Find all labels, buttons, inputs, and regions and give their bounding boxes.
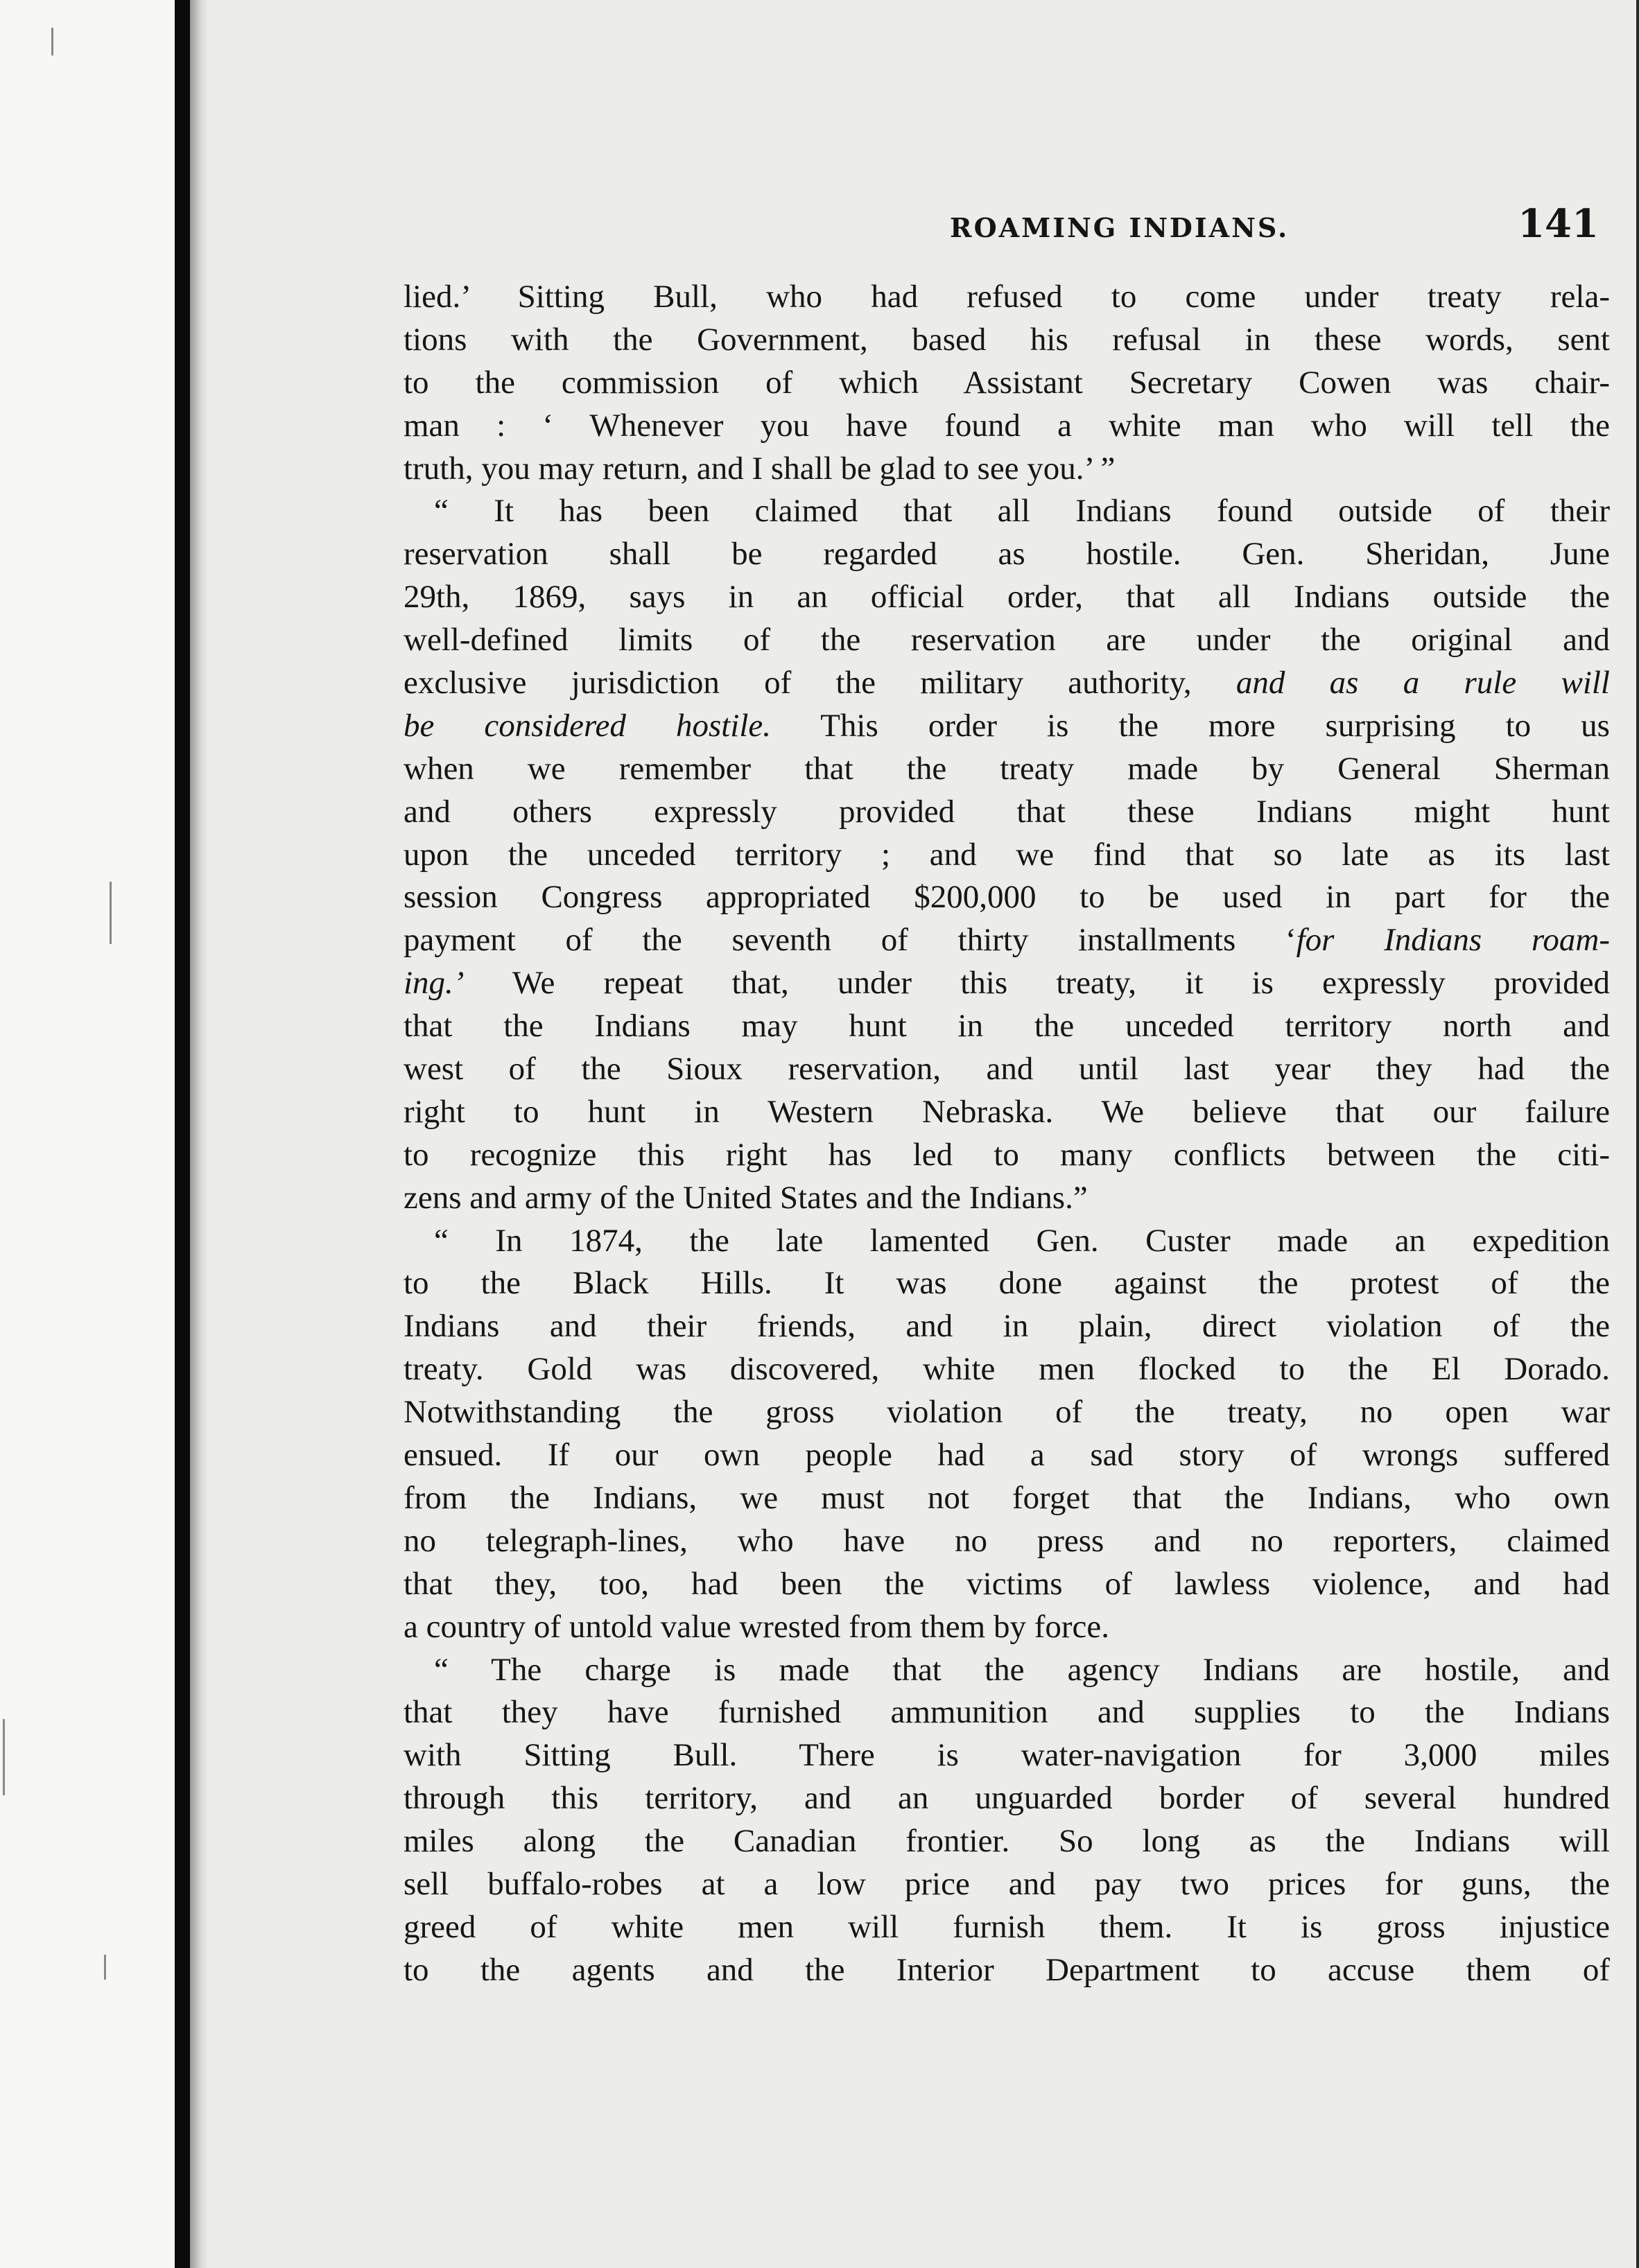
page-edge <box>1636 0 1639 2268</box>
text-line: “ The charge is made that the agency Indians are hostile, and <box>434 1651 1610 1688</box>
text-line <box>404 662 1610 705</box>
text-line: zens and army of the United States and the Indians.” <box>404 1179 1088 1216</box>
text-line: west of the Sioux reservation, and until last year they had the <box>404 1051 1610 1088</box>
text-line: upon the unceded territory ; and we find that so late as its last <box>404 836 1610 873</box>
text-line: to the Black Hills. It was done against the protest of the <box>404 1265 1610 1302</box>
text-line: 29th, 1869, says in an official order, that all Indians outside the <box>404 579 1610 616</box>
margin-mark <box>3 1719 5 1795</box>
text-line: and others expressly provided that these Indians might hunt <box>404 793 1610 830</box>
text-line: well-defined limits of the reservation are under the original and <box>404 622 1610 658</box>
text-line: Notwithstanding the gross violation of the treaty, no open war <box>404 1394 1610 1431</box>
italic-text: and as a rule will <box>1235 665 1610 701</box>
text-line: session Congress appropriated $200,000 to be used in part for the <box>404 879 1610 916</box>
text-line: tions with the Government, based his refusal in these words, sent <box>404 321 1610 358</box>
text-line: Indians and their friends, and in plain, direct violation of the <box>404 1308 1610 1345</box>
book-binding-shadow <box>175 0 190 2268</box>
text-line: miles along the Canadian frontier. So long as the Indians will <box>404 1823 1610 1860</box>
text-line: lied.’ Sitting Bull, who had refused to come under treaty rela- <box>404 279 1610 315</box>
text-line: no telegraph-lines, who have no press and no reporters, claimed <box>404 1522 1610 1559</box>
margin-mark <box>110 882 112 944</box>
page-gutter <box>190 0 208 2268</box>
body-text <box>404 276 1610 1992</box>
margin-mark <box>51 28 53 55</box>
italic-text: for Indians roam- <box>1296 922 1610 959</box>
book-page <box>208 0 1639 2268</box>
italic-text: ing.’ <box>404 965 465 1002</box>
text-line: treaty. Gold was discovered, white men flocked to the El Dorado. <box>404 1351 1610 1388</box>
text-line <box>404 705 1610 748</box>
text-line: reservation shall be regarded as hostile. Gen. Sheridan, June <box>404 536 1610 573</box>
text-line: from the Indians, we must not forget that the Indians, who own <box>404 1479 1610 1516</box>
text-line: greed of white men will furnish them. It is gross injustice <box>404 1908 1610 1945</box>
text-line <box>404 962 1610 1005</box>
text-line: when we remember that the treaty made by General Sherman <box>404 750 1610 787</box>
text-line: ensued. If our own people had a sad story of wrongs suffered <box>404 1437 1610 1474</box>
text-line: sell buffalo-robes at a low price and pay two prices for guns, the <box>404 1865 1610 1902</box>
text-line: “ In 1874, the late lamented Gen. Custer made an expedition <box>434 1222 1610 1259</box>
text-line: a country of untold value wrested from them by force. <box>404 1608 1110 1645</box>
page-header <box>409 201 1615 263</box>
text-line: through this territory, and an unguarded border of several hundred <box>404 1780 1610 1817</box>
running-title: ROAMING INDIANS. <box>950 212 1290 243</box>
text-line <box>404 919 1610 962</box>
text-segment: payment of the seventh of thirty installments ‘ <box>404 922 1297 959</box>
text-line: with Sitting Bull. There is water-navigation for 3,000 miles <box>404 1737 1610 1774</box>
text-line: “ It has been claimed that all Indians found outside of their <box>434 493 1610 530</box>
text-line: right to hunt in Western Nebraska. We believe that our failure <box>404 1093 1610 1130</box>
text-segment: We repeat that, under this treaty, it is expressly provided <box>512 965 1610 1002</box>
text-line: that the Indians may hunt in the unceded territory north and <box>404 1008 1610 1045</box>
text-line: to recognize this right has led to many conflicts between the citi- <box>404 1136 1610 1173</box>
text-segment: This order is the more surprising to us <box>820 707 1610 744</box>
text-line: truth, you may return, and I shall be glad to see you.’ ” <box>404 450 1116 487</box>
text-line: man : ‘ Whenever you have found a white man who will tell the <box>404 407 1610 444</box>
page-number: 141 <box>1518 201 1599 247</box>
text-line: to the agents and the Interior Department to accuse them of <box>404 1951 1610 1988</box>
facing-page-margin <box>0 0 175 2268</box>
text-line: that they, too, had been the victims of lawless violence, and had <box>404 1565 1610 1602</box>
margin-mark <box>104 1955 106 1980</box>
text-line: that they have furnished ammunition and supplies to the Indians <box>404 1694 1610 1731</box>
text-segment: exclusive jurisdiction of the military authority, <box>404 665 1192 701</box>
italic-text: be considered hostile. <box>404 707 772 744</box>
text-line: to the commission of which Assistant Secretary Cowen was chair- <box>404 364 1610 401</box>
